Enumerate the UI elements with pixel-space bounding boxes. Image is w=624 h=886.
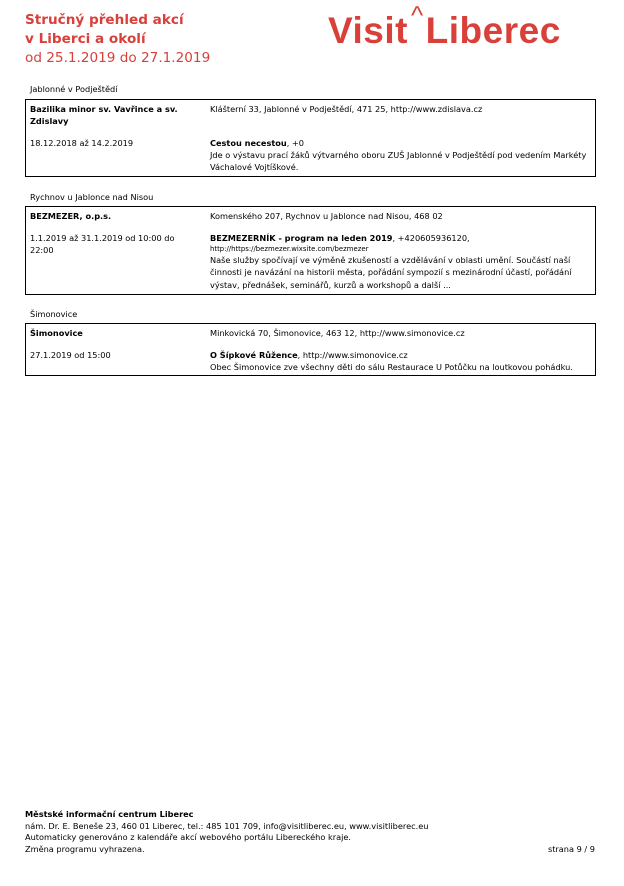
event-description: Naše služby spočívají ve výměně zkušeností a vzdělávání v oblasti umění. Součástí naší činnosti je navázání na historii města, pořádání sympozií s mezinárodní účastí, pořádání výstav, přednášek, seminářů, kurzů a workshopů a další ... bbox=[210, 255, 572, 290]
event-date: 27.1.2019 od 15:00 bbox=[30, 350, 111, 360]
footer-contact: nám. Dr. E. Beneše 23, 460 01 Liberec, tel.: 485 101 709, info@visitliberec.eu, www.visitliberec.eu bbox=[25, 820, 429, 831]
event-info bbox=[210, 232, 592, 291]
logo-text-visit: Visit bbox=[328, 10, 408, 51]
logo-caret: ^ bbox=[410, 0, 424, 30]
venue-address: Komenského 207, Rychnov u Jablonce nad Nisou, 468 02 bbox=[210, 211, 443, 221]
venue-name: Bazilika minor sv. Vavřince a sv. Zdislavy bbox=[30, 104, 178, 127]
event-contact: , +0 bbox=[286, 138, 304, 148]
event-url[interactable]: http://https://bezmezer.wixsite.com/bezmezer bbox=[210, 245, 369, 254]
event-card bbox=[25, 323, 596, 376]
date-range: od 25.1.2019 do 27.1.2019 bbox=[25, 50, 211, 66]
event-name: O Šípkové Růžence bbox=[210, 350, 298, 360]
footer-generated-note: Automaticky generováno z kalendáře akcí webového portálu Libereckého kraje. bbox=[25, 832, 352, 843]
footer-organization: Městské informační centrum Liberec bbox=[25, 809, 194, 819]
event-contact: , http://www.simonovice.cz bbox=[297, 350, 408, 360]
venue-address: Klášterní 33, Jablonné v Podještědí, 471 25, http://www.zdislava.cz bbox=[210, 104, 483, 114]
event-contact: , +420605936120, bbox=[392, 233, 470, 243]
section-label-simonovice: Šimonovice bbox=[30, 309, 78, 319]
event-info bbox=[210, 137, 592, 174]
title-line-1: Stručný přehled akcí bbox=[25, 12, 184, 28]
event-description: Obec Šimonovice zve všechny děti do sálu Restaurace U Potůčku na loutkovou pohádku. bbox=[210, 362, 573, 373]
event-card bbox=[25, 206, 596, 295]
event-info bbox=[210, 349, 592, 373]
section-label-rychnov: Rychnov u Jablonce nad Nisou bbox=[30, 192, 154, 202]
section-label-jablonne: Jablonné v Podještědí bbox=[30, 84, 118, 94]
venue-name: Šimonovice bbox=[30, 328, 83, 338]
title-line-2: v Liberci a okolí bbox=[25, 31, 146, 47]
event-name: BEZMEZERNÍK - program na leden 2019 bbox=[210, 233, 393, 243]
footer-change-note: Změna programu vyhrazena. bbox=[25, 843, 145, 854]
venue-name: BEZMEZER, o.p.s. bbox=[30, 211, 112, 221]
visit-liberec-logo bbox=[328, 0, 561, 56]
logo-text-liberec: Liberec bbox=[425, 10, 561, 51]
venue-address: Minkovická 70, Šimonovice, 463 12, http://www.simonovice.cz bbox=[210, 328, 465, 338]
page-footer bbox=[25, 809, 595, 855]
page-number: strana 9 / 9 bbox=[547, 843, 595, 854]
event-date: 18.12.2018 až 14.2.2019 bbox=[30, 138, 134, 148]
event-date: 1.1.2019 až 31.1.2019 od 10:00 do 22:00 bbox=[30, 233, 175, 256]
event-description: Jde o výstavu prací žáků výtvarného oboru ZUŠ Jablonné v Podještědí pod vedením Markéty Váchalové Vojtíškové. bbox=[210, 150, 587, 173]
event-card bbox=[25, 99, 596, 177]
event-name: Cestou necestou bbox=[210, 138, 287, 148]
document-title bbox=[25, 11, 210, 68]
